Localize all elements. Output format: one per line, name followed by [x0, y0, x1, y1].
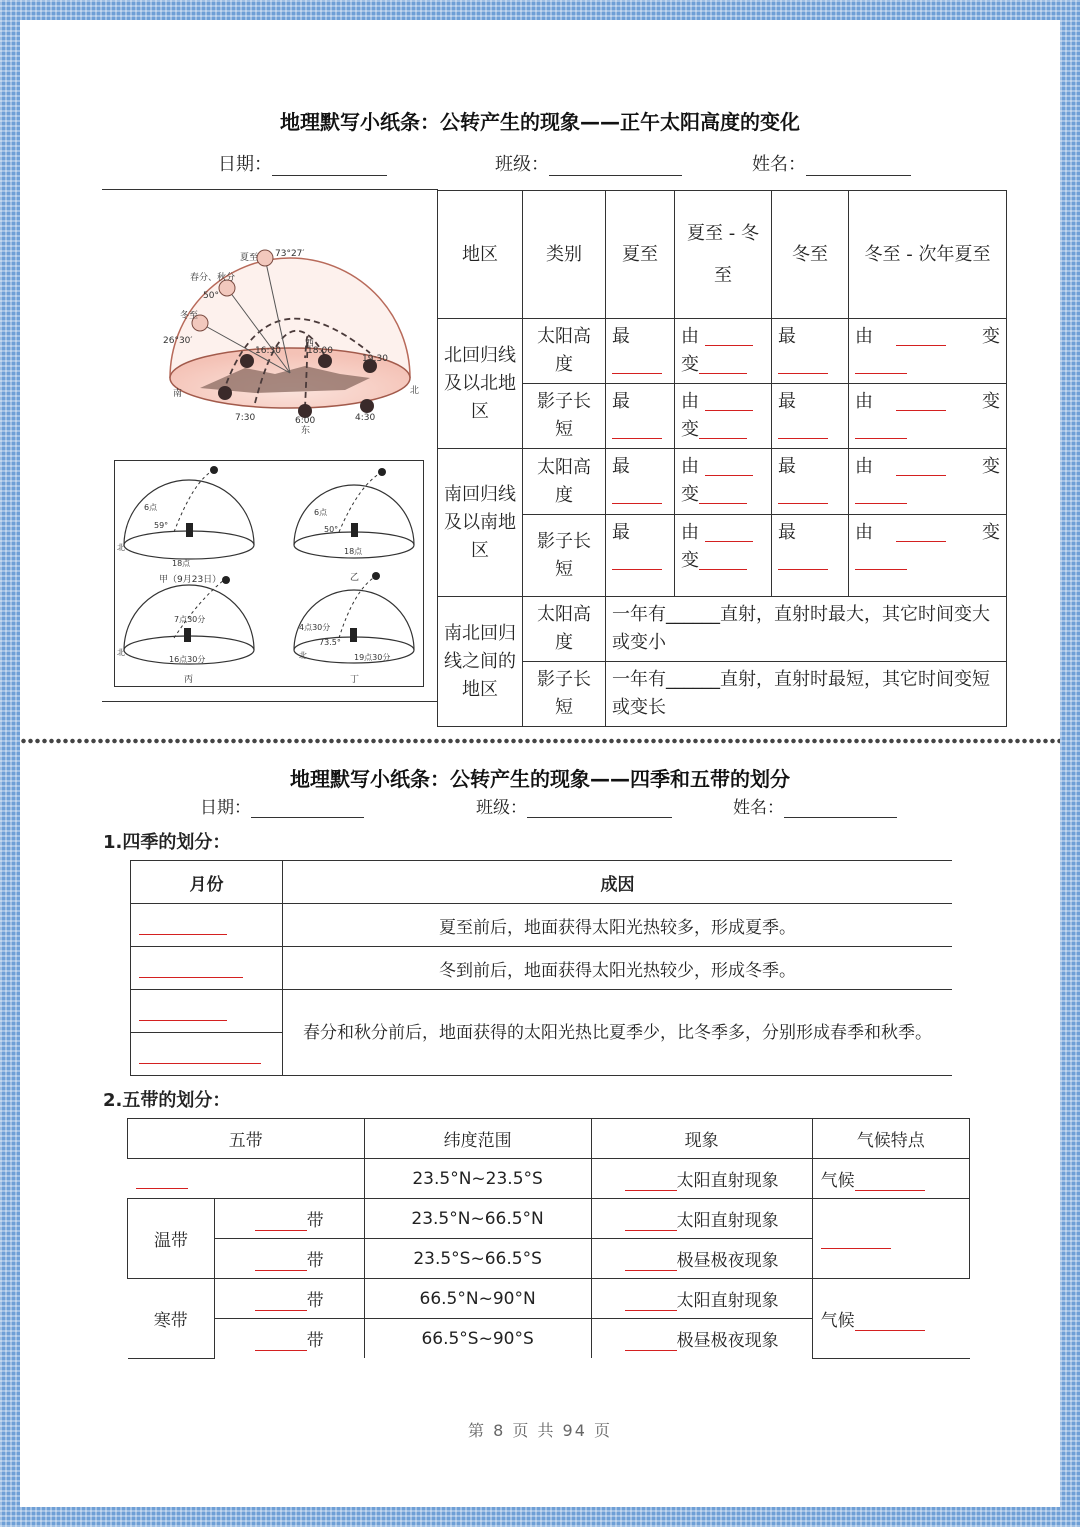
blank[interactable] — [705, 459, 753, 476]
svg-text:59°: 59° — [154, 521, 169, 530]
header-summer: 夏至 — [606, 191, 675, 319]
blank[interactable] — [855, 487, 907, 504]
climate-cell: 气候 — [812, 1279, 969, 1359]
lat-cell: 23.5°S~66.5°S — [364, 1239, 591, 1279]
cause-winter: 冬到前后，地面获得太阳光热较少，形成冬季。 — [283, 947, 953, 990]
noon-sun-table — [437, 190, 1007, 727]
header-month: 月份 — [131, 861, 283, 904]
class-label: 班级： — [495, 154, 549, 175]
cat-shadow: 影子长短 — [523, 384, 606, 449]
month-blank-cell[interactable] — [131, 1033, 283, 1076]
blank[interactable] — [778, 487, 828, 504]
blank[interactable] — [855, 553, 907, 570]
svg-text:东: 东 — [301, 426, 311, 436]
blank[interactable] — [699, 422, 747, 439]
tropic-shadow-text: 一年有______直射，直射时最短，其它时间变短或变长 — [606, 662, 1007, 727]
svg-text:18:00: 18:00 — [307, 346, 333, 356]
svg-text:6:00: 6:00 — [295, 416, 316, 426]
zone-name-cell: 带 — [215, 1199, 365, 1239]
month-blank-cell[interactable] — [131, 904, 283, 947]
class-field-2 — [476, 793, 672, 818]
cause-spring-autumn: 春分和秋分前后，地面获得的太阳光热比夏季少，比冬季多，分别形成春季和秋季。 — [283, 990, 953, 1076]
header-zone: 五带 — [128, 1119, 365, 1159]
date-blank[interactable] — [272, 157, 387, 176]
zui-label: 最 — [778, 456, 796, 477]
date-label: 日期： — [218, 154, 272, 175]
cause-summer: 夏至前后，地面获得太阳光热较多，形成夏季。 — [283, 904, 953, 947]
tropic-height-text: 一年有______直射，直射时最大，其它时间变大或变小 — [606, 597, 1007, 662]
blank[interactable] — [896, 394, 946, 411]
svg-text:西: 西 — [305, 339, 315, 349]
page-footer: 第 8 页 共 94 页 — [468, 1421, 612, 1440]
section-seasons-heading: 1.四季的划分： — [103, 832, 231, 853]
blank[interactable] — [855, 357, 907, 374]
bian-label: 变 — [982, 522, 1000, 543]
svg-text:4:30: 4:30 — [355, 413, 376, 423]
zui-label: 最 — [778, 326, 796, 347]
section-separator — [20, 737, 1060, 745]
lat-cell: 23.5°N~23.5°S — [364, 1159, 591, 1199]
worksheet-title-2: 地理默写小纸条：公转产生的现象——四季和五带的划分 — [290, 767, 790, 791]
blank[interactable] — [705, 394, 753, 411]
blank[interactable] — [855, 422, 907, 439]
blank[interactable] — [699, 553, 747, 570]
phen-cell: 极昼极夜现象 — [591, 1319, 812, 1359]
blank[interactable] — [896, 329, 946, 346]
svg-text:26°30′: 26°30′ — [163, 336, 193, 346]
sun-summer — [257, 250, 273, 266]
blank[interactable] — [699, 357, 747, 374]
climate-cell — [812, 1199, 969, 1279]
svg-text:50°: 50° — [324, 525, 339, 534]
svg-text:北: 北 — [117, 648, 125, 657]
bian-label: 变 — [681, 550, 699, 571]
phen-cell: 极昼极夜现象 — [591, 1239, 812, 1279]
header-climate: 气候特点 — [812, 1119, 969, 1159]
you-label: 由 — [681, 326, 699, 347]
header-category: 类别 — [523, 191, 606, 319]
lat-cell: 66.5°S~90°S — [364, 1319, 591, 1359]
month-blank-cell[interactable] — [131, 947, 283, 990]
svg-text:19点30分: 19点30分 — [354, 653, 391, 662]
lat-cell: 66.5°N~90°N — [364, 1279, 591, 1319]
cat-shadow: 影子长短 — [523, 515, 606, 597]
svg-text:南: 南 — [173, 389, 183, 399]
blank[interactable] — [778, 553, 828, 570]
zui-label: 最 — [778, 522, 796, 543]
svg-text:丁: 丁 — [350, 675, 360, 685]
zone-name-cell: 带 — [215, 1279, 365, 1319]
svg-text:6点: 6点 — [144, 503, 158, 512]
class-blank[interactable] — [527, 799, 672, 818]
climate-cell: 气候 — [812, 1159, 969, 1199]
you-label: 由 — [855, 391, 873, 412]
zone-name-cell: 带 — [215, 1239, 365, 1279]
blank[interactable] — [705, 525, 753, 542]
name-field-2 — [733, 793, 897, 818]
zone-name-cell: 带 — [215, 1319, 365, 1359]
you-label: 由 — [855, 522, 873, 543]
name-label: 姓名： — [733, 798, 784, 818]
zone-frigid: 寒带 — [128, 1279, 215, 1359]
you-label: 由 — [681, 522, 699, 543]
date-blank[interactable] — [251, 799, 364, 818]
blank[interactable] — [896, 525, 946, 542]
four-panel-sun-diagram — [114, 460, 424, 687]
blank[interactable] — [612, 487, 662, 504]
bian-label: 变 — [982, 456, 1000, 477]
cat-shadow: 影子长短 — [523, 662, 606, 727]
blank[interactable] — [612, 357, 662, 374]
svg-text:18点: 18点 — [344, 547, 363, 556]
svg-text:4点30分: 4点30分 — [299, 623, 331, 632]
bian-label: 变 — [982, 391, 1000, 412]
header-winter-summer: 冬至 - 次年夏至 — [849, 191, 1007, 319]
header-summer-winter: 夏至 - 冬至 — [675, 191, 772, 319]
zui-label: 最 — [612, 326, 630, 347]
you-label: 由 — [855, 326, 873, 347]
you-label: 由 — [681, 391, 699, 412]
name-blank[interactable] — [806, 157, 911, 176]
blank[interactable] — [612, 422, 662, 439]
svg-text:19:30: 19:30 — [362, 354, 388, 364]
svg-text:16:30: 16:30 — [255, 346, 281, 356]
name-field — [752, 150, 911, 176]
phen-cell: 太阳直射现象 — [591, 1159, 812, 1199]
svg-text:7点30分: 7点30分 — [174, 615, 206, 624]
svg-text:北: 北 — [299, 651, 307, 660]
region-north: 北回归线及以北地区 — [438, 319, 523, 449]
cat-height: 太阳高度 — [523, 449, 606, 515]
blank[interactable] — [699, 487, 747, 504]
date-label: 日期： — [200, 798, 251, 818]
zui-label: 最 — [612, 456, 630, 477]
svg-text:7:30: 7:30 — [235, 413, 256, 423]
class-field — [495, 150, 682, 176]
tropical-blank[interactable] — [128, 1159, 365, 1199]
you-label: 由 — [681, 456, 699, 477]
region-south: 南回归线及以南地区 — [438, 449, 523, 597]
header-region: 地区 — [438, 191, 523, 319]
section-zones-heading: 2.五带的划分： — [103, 1090, 231, 1111]
date-field — [218, 150, 387, 176]
worksheet-title-1: 地理默写小纸条：公转产生的现象——正午太阳高度的变化 — [280, 110, 800, 134]
zone-temperate: 温带 — [128, 1199, 215, 1279]
blank[interactable] — [778, 422, 828, 439]
svg-text:18点: 18点 — [172, 559, 191, 568]
class-label: 班级： — [476, 798, 527, 818]
cat-height: 太阳高度 — [523, 597, 606, 662]
header-winter: 冬至 — [772, 191, 849, 319]
svg-text:6点: 6点 — [314, 508, 328, 517]
seasons-table — [130, 860, 952, 1076]
header-cause: 成因 — [283, 861, 953, 904]
cat-height: 太阳高度 — [523, 319, 606, 384]
svg-text:甲（9月23日）: 甲（9月23日） — [159, 575, 222, 585]
blank[interactable] — [705, 329, 753, 346]
region-tropics: 南北回归线之间的地区 — [438, 597, 523, 727]
svg-text:冬至: 冬至 — [180, 311, 199, 321]
svg-text:夏至: 夏至 — [240, 253, 259, 263]
zui-label: 最 — [612, 391, 630, 412]
you-label: 由 — [855, 456, 873, 477]
phen-cell: 太阳直射现象 — [591, 1199, 812, 1239]
name-blank[interactable] — [784, 799, 897, 818]
class-blank[interactable] — [549, 157, 682, 176]
month-blank-cell[interactable] — [131, 990, 283, 1033]
svg-text:73.5°: 73.5° — [319, 638, 341, 647]
blank[interactable] — [896, 459, 946, 476]
blank[interactable] — [612, 553, 662, 570]
svg-text:乙: 乙 — [350, 573, 360, 583]
five-zones-table — [127, 1118, 970, 1359]
svg-text:丙: 丙 — [184, 675, 194, 685]
svg-text:16点30分: 16点30分 — [169, 655, 206, 664]
lat-cell: 23.5°N~66.5°N — [364, 1199, 591, 1239]
worksheet-page — [20, 20, 1060, 1507]
sun-path-dome-diagram — [135, 228, 435, 438]
zui-label: 最 — [612, 522, 630, 543]
phen-cell: 太阳直射现象 — [591, 1279, 812, 1319]
svg-text:50°: 50° — [203, 291, 219, 301]
blank[interactable] — [778, 357, 828, 374]
zui-label: 最 — [778, 391, 796, 412]
date-field-2 — [200, 793, 364, 818]
svg-text:北: 北 — [410, 386, 420, 396]
bian-label: 变 — [982, 326, 1000, 347]
bian-label: 变 — [681, 354, 699, 375]
bian-label: 变 — [681, 419, 699, 440]
bian-label: 变 — [681, 484, 699, 505]
svg-text:春分、秋分: 春分、秋分 — [190, 273, 236, 283]
header-lat: 纬度范围 — [364, 1119, 591, 1159]
header-phenomenon: 现象 — [591, 1119, 812, 1159]
name-label: 姓名： — [752, 154, 806, 175]
svg-text:73°27′: 73°27′ — [275, 249, 305, 259]
svg-text:北: 北 — [117, 543, 125, 552]
